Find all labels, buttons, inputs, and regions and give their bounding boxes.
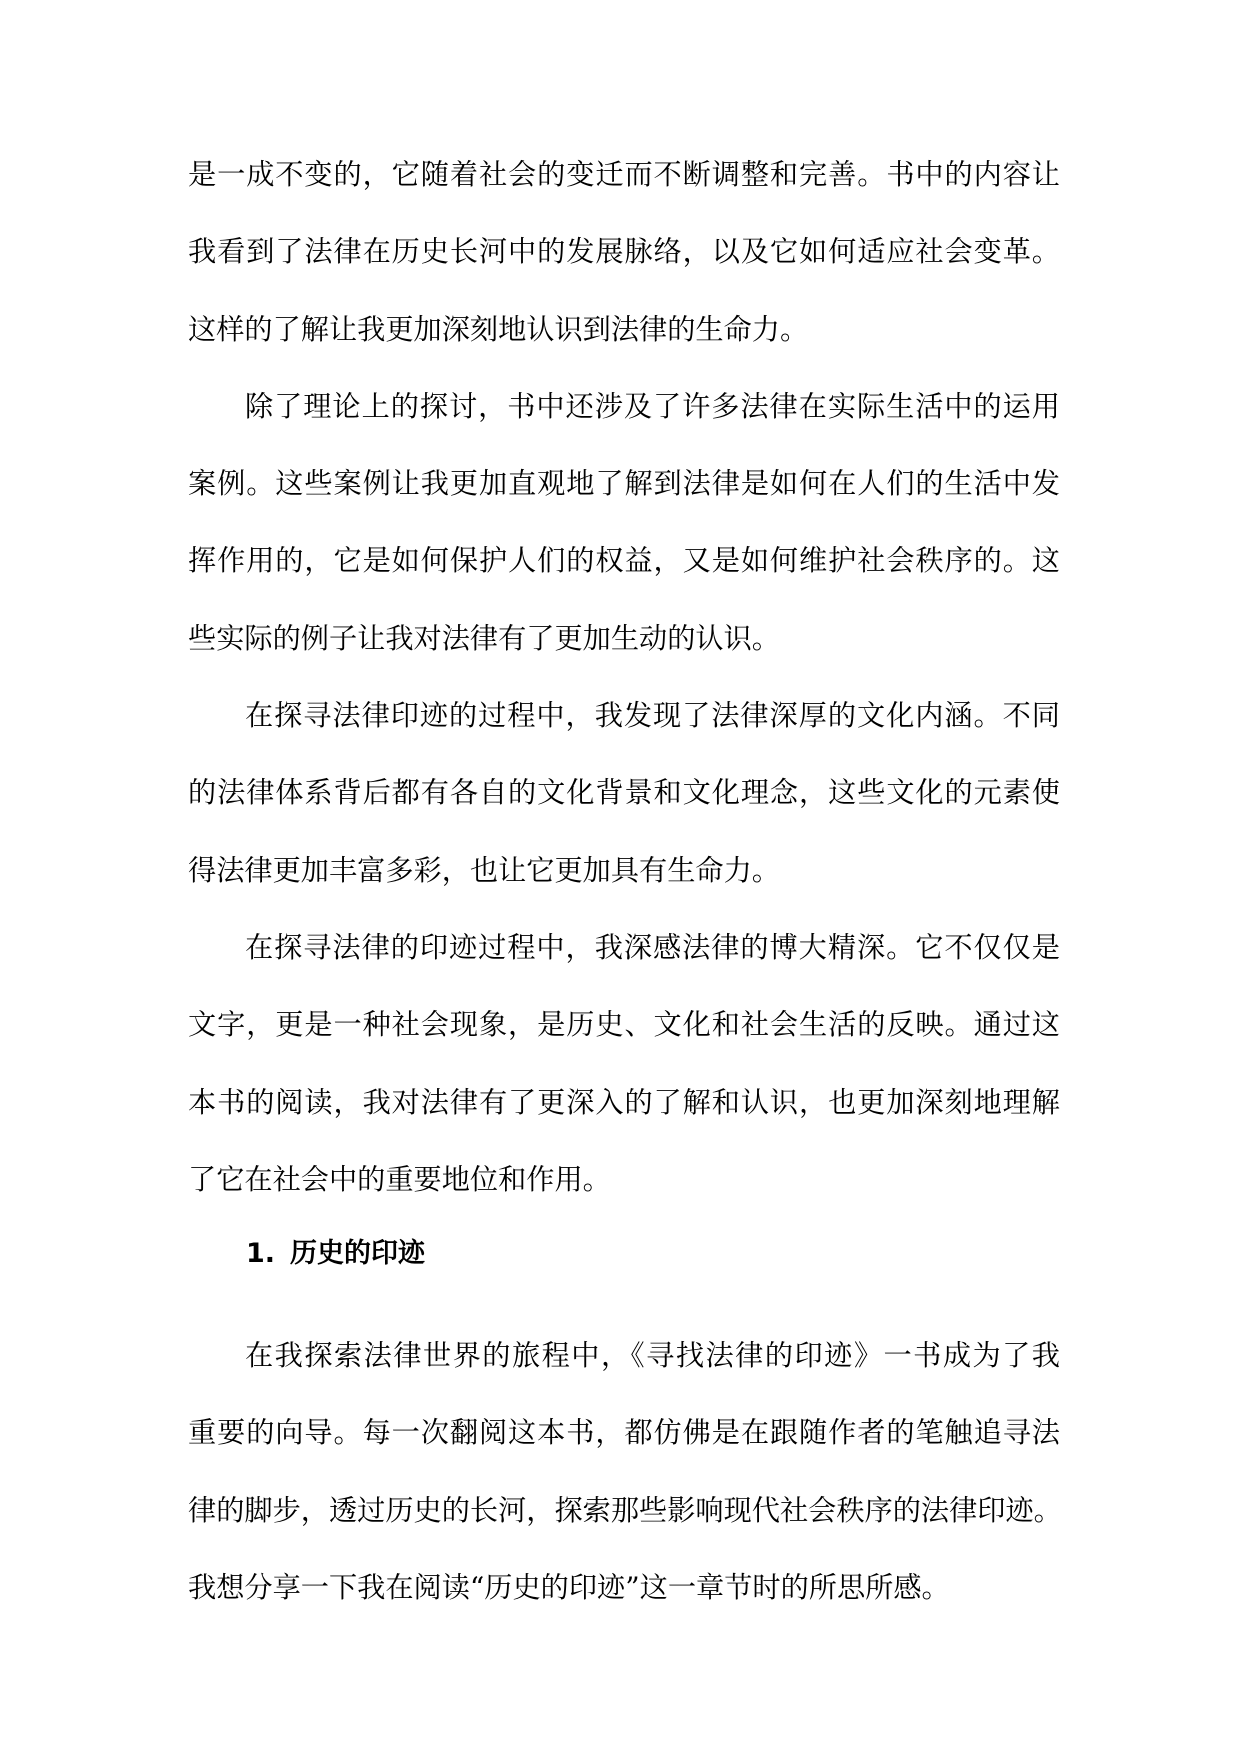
- section-number: 1.: [246, 1238, 276, 1269]
- text-line: 在我探索法律世界的旅程中，《寻找法律的印迹》一书成为了我: [245, 1339, 1060, 1372]
- text-line: 我想分享一下我在阅读“历史的印迹”这一章节时的所思所感。: [188, 1570, 950, 1604]
- text-line: 得法律更加丰富多彩，也让它更加具有生命力。: [188, 853, 780, 887]
- text-line: 律的脚步，透过历史的长河，探索那些影响现代社会秩序的法律印迹。: [188, 1493, 1062, 1527]
- text-line: 除了理论上的探讨，书中还涉及了许多法律在实际生活中的运用: [245, 389, 1060, 423]
- text-line: 是一成不变的，它随着社会的变迁而不断调整和完善。书中的内容让: [188, 158, 1060, 191]
- text-line: 挥作用的，它是如何保护人们的权益，又是如何维护社会秩序的。这: [188, 544, 1060, 578]
- section-title: 历史的印迹: [290, 1238, 425, 1269]
- body-text-block-1: [188, 136, 1060, 1218]
- text-line: 文字，更是一种社会现象，是历史、文化和社会生活的反映。通过这: [188, 1008, 1060, 1042]
- body-text-block-2: [188, 1317, 1060, 1626]
- text-line: 案例。这些案例让我更加直观地了解到法律是如何在人们的生活中发: [188, 467, 1060, 501]
- section-heading: [246, 1234, 425, 1274]
- text-line: 这样的了解让我更加深刻地认识到法律的生命力。: [188, 312, 809, 346]
- text-line: 些实际的例子让我对法律有了更加生动的认识。: [188, 621, 780, 655]
- text-line: 在探寻法律的印迹过程中，我深感法律的博大精深。它不仅仅是: [245, 930, 1060, 964]
- text-line: 重要的向导。每一次翻阅这本书，都仿佛是在跟随作者的笔触追寻法: [188, 1416, 1060, 1450]
- text-line: 的法律体系背后都有各自的文化背景和文化理念，这些文化的元素使: [188, 776, 1060, 810]
- text-line: 在探寻法律印迹的过程中，我发现了法律深厚的文化内涵。不同: [245, 699, 1060, 733]
- text-line: 了它在社会中的重要地位和作用。: [188, 1162, 611, 1196]
- text-line: 本书的阅读，我对法律有了更深入的了解和认识，也更加深刻地理解: [188, 1085, 1060, 1119]
- text-line: 我看到了法律在历史长河中的发展脉络，以及它如何适应社会变革。: [188, 235, 1060, 269]
